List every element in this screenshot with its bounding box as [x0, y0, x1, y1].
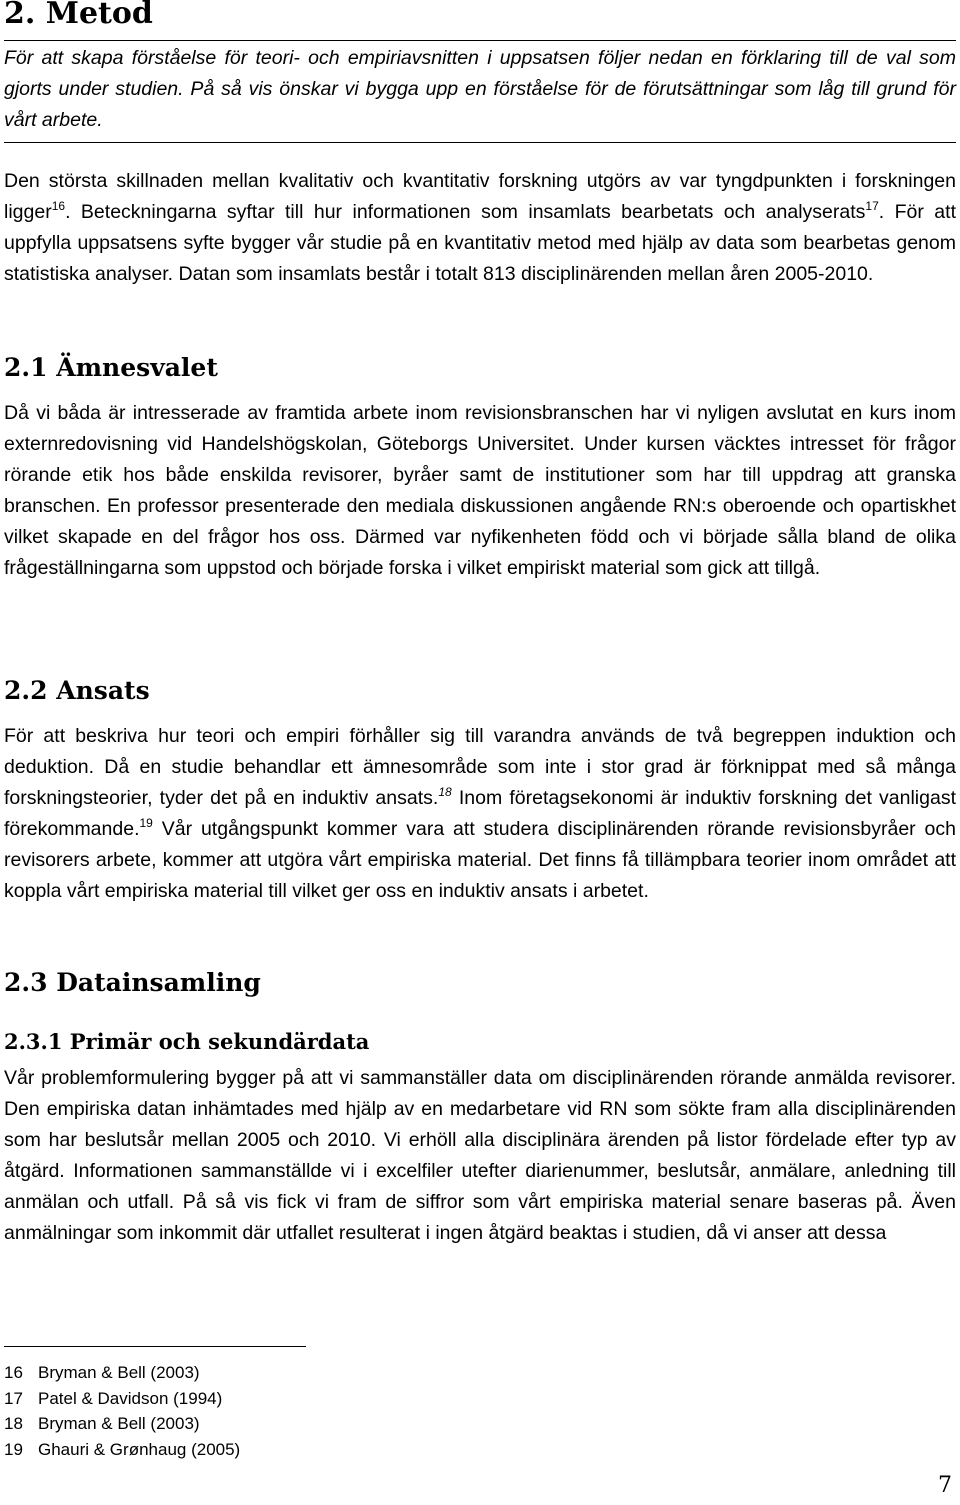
- method-text-c: . För att uppfylla uppsatsens syfte bygger vår studie på en kvantitativ metod med hjälp av data som bearbetas genom statistiska analyser. Datan som insamlats består i totalt 813 disciplinärenden mellan åren 2005-2010.: [4, 201, 956, 285]
- footnote-item: [4, 1411, 240, 1437]
- chapter-heading: 2. Metod: [4, 0, 153, 31]
- footnotes: [4, 1360, 240, 1462]
- footnote-number: 18: [4, 1414, 23, 1433]
- footnote-ref-19: 19: [139, 816, 153, 830]
- footnote-item: [4, 1437, 240, 1463]
- section-heading-amnesvalet: 2.1 Ämnesvalet: [4, 353, 218, 382]
- intro-paragraph: För att skapa förståelse för teori- och empiriavsnitten i uppsatsen följer nedan en förklaring till de val som gjorts under studien. På så vis önskar vi bygga upp en förståelse för de förutsättningar som låg till grund för vårt arbete.: [4, 47, 956, 131]
- footnote-text: Bryman & Bell (2003): [38, 1363, 200, 1382]
- footnote-text: Ghauri & Grønhaug (2005): [38, 1439, 241, 1459]
- section-heading-datainsamling: 2.3 Datainsamling: [4, 968, 261, 997]
- method-text-a: Den största skillnaden mellan kvalitativ och kvantitativ forskning utgörs av var tyngdpunkten i forskningen ligger: [4, 170, 956, 223]
- ansats-paragraph: [4, 721, 956, 907]
- section-heading-ansats: 2.2 Ansats: [4, 676, 150, 705]
- footnote-number: 16: [4, 1363, 23, 1382]
- footnote-item: [4, 1386, 240, 1412]
- ansats-text-b: Inom företagsekonomi är induktiv forskning det vanligast förekommande.: [4, 787, 956, 840]
- footnote-ref-17: 17: [865, 199, 879, 213]
- ansats-text-c: Vår utgångspunkt kommer vara att studera disciplinärenden rörande revisionsbyråer och revisorers arbete, kommer att utgöra vårt empiriska material. Det finns få tillämpbara teorier inom området att koppla vårt empiriska material till vilket ger oss en induktiv ansats i arbetet.: [4, 818, 956, 902]
- amnesvalet-paragraph: Då vi båda är intresserade av framtida arbete inom revisionsbranschen har vi nyligen avslutat en kurs inom externredovisning vid Handelshögskolan, Göteborgs Universitet. Under kursen väcktes intresset för frågor rörande etik hos både enskilda revisorer, byråer samt de institutioner som har till uppdrag att granska branschen. En professor presenterade den mediala diskussionen angående RN:s oberoende och opartiskhet vilket skapade en del frågor hos oss. Därmed var nyfikenheten född och vi började sålla bland de olika frågeställningarna som uppstod och började forska i vilket empiriskt material som gick att tillgå.: [4, 402, 956, 579]
- footnote-ref-18: 18: [438, 785, 452, 799]
- footnote-item: [4, 1360, 240, 1386]
- datainsamling-paragraph: Vår problemformulering bygger på att vi sammanställer data om disciplinärenden rörande anmälda revisorer. Den empiriska datan inhämtades med hjälp av en medarbetare vid RN som sökte fram alla disciplinärenden som har beslutsår mellan 2005 och 2010. Vi erhöll alla disciplinära ärenden på listor fördelade efter typ av åtgärd. Informationen sammanställde vi i excelfiler utefter diarienummer, beslutsår, anmälare, anledning till anmälan och utfall. På så vis fick vi fram de siffror som vårt empiriska material senare baseras på. Även anmälningar som inkommit där utfallet resulterat i ingen åtgärd beaktas i studien, då vi anser att dessa: [4, 1067, 956, 1244]
- footnote-text: Bryman & Bell (2003): [38, 1414, 200, 1433]
- footnote-number: 19: [4, 1439, 23, 1459]
- footnote-separator: [4, 1346, 306, 1347]
- subsection-heading-primar-sekundardata: 2.3.1 Primär och sekundärdata: [4, 1029, 370, 1054]
- footnote-ref-16: 16: [51, 199, 66, 213]
- ansats-text-a: För att beskriva hur teori och empiri förhåller sig till varandra används de två begreppen induktion och deduktion. Då en studie behandlar ett ämnesområde som inte i stor grad är förknippat med så många forskningsteorier, tyder det på en induktiv ansats.: [4, 725, 956, 809]
- method-text-b: . Beteckningarna syftar till hur informationen som insamlats bearbetats och analyserats: [65, 201, 866, 223]
- method-paragraph: [4, 166, 956, 290]
- page-number: 7: [938, 1473, 952, 1498]
- footnote-number: 17: [4, 1388, 23, 1408]
- footnote-text: Patel & Davidson (1994): [38, 1388, 223, 1408]
- intro-box: [4, 40, 956, 143]
